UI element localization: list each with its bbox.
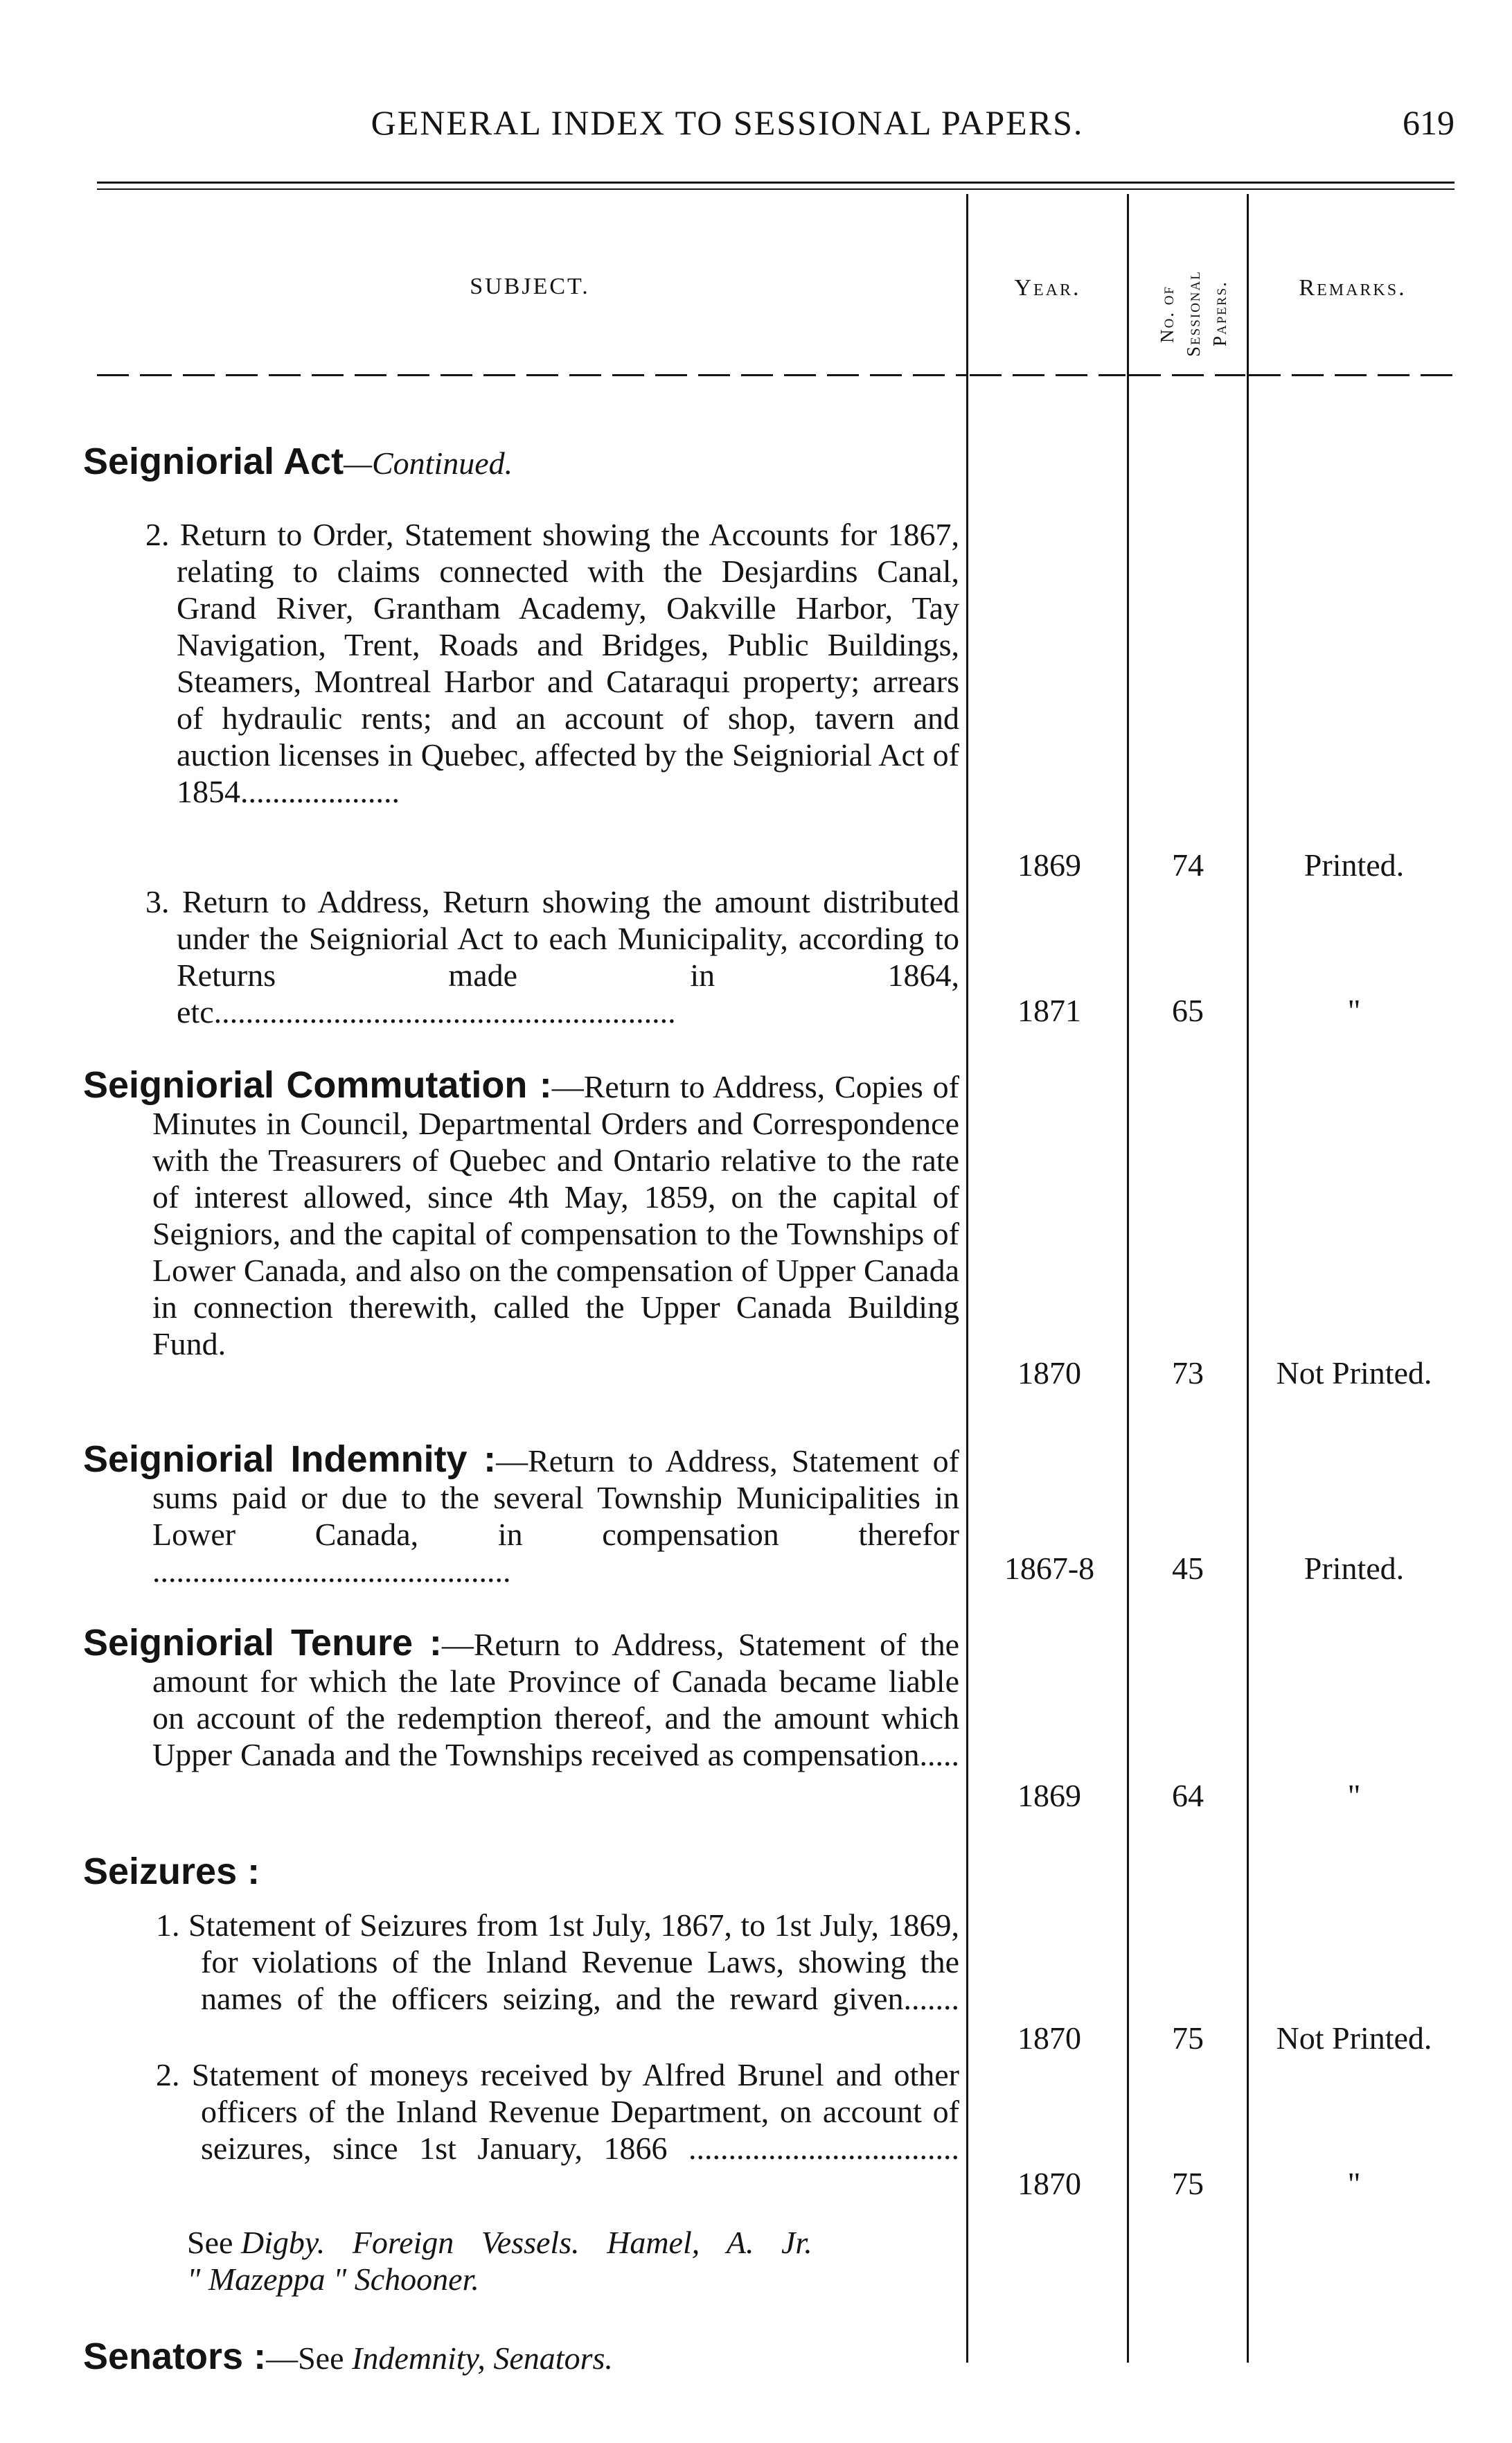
continued-label: —Continued.: [344, 446, 513, 481]
year-value: 1870: [1017, 2020, 1081, 2056]
header-rule-bottom: [97, 188, 1455, 190]
entry-heading-seigniorial-act: [83, 440, 513, 483]
header-dash-subject: [97, 374, 966, 376]
paper-number: 75: [1172, 2020, 1204, 2056]
entry-heading-seizures: Seizures :: [83, 1851, 260, 1892]
remarks-value: ": [1347, 993, 1361, 1028]
page-number: 619: [1403, 103, 1455, 142]
remarks-value: Printed.: [1304, 847, 1405, 883]
see-prefix: See: [187, 2225, 233, 2260]
year-value: 1867-8: [1004, 1551, 1095, 1586]
entry-text-seizures-1: 1. Statement of Seizures from 1st July, 1867, to 1st July, 1869, for violations of the Inland Revenue Laws, showing the names of the officers seizing, and the reward given.......: [156, 1907, 959, 2016]
see-reference: Indemnity, Senators.: [352, 2340, 613, 2376]
column-header-remarks: Remarks.: [1299, 275, 1407, 301]
entry-text-seigniorial-act-3: 3. Return to Address, Return showing the amount distributed under the Seigniorial Act to each Municipality, according to Returns made in 1864, etc..........................................................: [145, 884, 959, 1030]
entry-text: —Return to Address, Statement of sums paid or due to the several Township Municipalities in Lower Canada, in compensation therefor .............................................: [152, 1443, 959, 1589]
running-head: [97, 97, 1455, 145]
entry-heading-seigniorial-tenure: Seigniorial Tenure :: [83, 1622, 442, 1664]
entry-seigniorial-tenure: [83, 1622, 959, 1773]
entry-text: —Return to Address, Copies of Minutes in Council, Departmental Orders and Correspondence with the Treasurers of Quebec and Ontario relative to the rate of interest allowed, since 4th May, 1859, on the capital of Seigniors, and the capital of compensation to the Townships of Lower Canada, and also on the compensation of Upper Canada in connection therewith, called the Upper Canada Building Fund.: [152, 1069, 959, 1361]
year-value: 1871: [1017, 993, 1081, 1028]
column-divider-remarks: [1247, 194, 1249, 2363]
header-no-line1: No. of: [1157, 285, 1177, 343]
header-dash-year: [970, 374, 1126, 376]
remarks-value: ": [1347, 2166, 1361, 2201]
year-value: 1869: [1017, 1778, 1081, 1813]
column-header-number: [1143, 197, 1247, 357]
entry-text-seizures-2: 2. Statement of moneys received by Alfred Brunel and other officers of the Inland Revenue Department, on account of seizures, since 1st January, 1866 ..................................: [156, 2057, 959, 2166]
see-prefix: —See: [266, 2340, 344, 2376]
remarks-value: Not Printed.: [1276, 1355, 1432, 1391]
entry-seigniorial-commutation: [83, 1064, 959, 1362]
header-no-line3: Papers.: [1209, 281, 1230, 346]
entry-text: —Return to Address, Statement of the amount for which the late Province of Canada became liable on account of the redemption thereof, and the amount which Upper Canada and the Townships received as compensation.....: [152, 1627, 959, 1772]
column-header-year: Year.: [1014, 275, 1081, 301]
header-no-line2: Sessional: [1183, 270, 1204, 357]
paper-number: 75: [1172, 2166, 1204, 2201]
remarks-value: Not Printed.: [1276, 2020, 1432, 2056]
entry-heading-seigniorial-commutation: Seigniorial Commutation :: [83, 1064, 552, 1106]
remarks-value: ": [1347, 1778, 1361, 1813]
see-reference-line2: " Mazeppa " Schooner.: [187, 2261, 479, 2297]
year-value: 1870: [1017, 2166, 1081, 2201]
year-value: 1869: [1017, 847, 1081, 883]
see-also-seizures: [187, 2224, 812, 2261]
header-dash-remarks: [1249, 374, 1455, 376]
paper-number: 73: [1172, 1355, 1204, 1391]
entry-heading-senators: Senators :: [83, 2336, 267, 2377]
entry-senators: [83, 2335, 613, 2378]
paper-number: 64: [1172, 1778, 1204, 1813]
entry-seigniorial-indemnity: [83, 1438, 959, 1589]
header-rule-top: [97, 182, 1455, 184]
entry-heading-seigniorial-indemnity: Seigniorial Indemnity :: [83, 1438, 497, 1480]
paper-number: 65: [1172, 993, 1204, 1028]
heading-text: Seigniorial Act: [83, 441, 344, 482]
entry-text-seigniorial-act-2: 2. Return to Order, Statement showing the Accounts for 1867, relating to claims connected with the Desjardins Canal, Grand River, Grantham Academy, Oakville Harbor, Tay Navigation, Trent, Roads and Bridges, Public Buildings, Steamers, Montreal Harbor and Cataraqui property; arrears of hydraulic rents; and an account of shop, tavern and auction licenses in Quebec, affected by the Seigniorial Act of 1854....................: [145, 517, 959, 809]
year-value: 1870: [1017, 1355, 1081, 1391]
column-divider-year: [966, 194, 968, 2363]
paper-number: 45: [1172, 1551, 1204, 1586]
remarks-value: Printed.: [1304, 1551, 1405, 1586]
header-dash-no: [1129, 374, 1245, 376]
paper-number: 74: [1172, 847, 1204, 883]
page-title: GENERAL INDEX TO SESSIONAL PAPERS.: [371, 103, 1084, 142]
see-also-seizures-line2: [187, 2261, 479, 2298]
see-reference-line1: Digby. Foreign Vessels. Hamel, A. Jr.: [240, 2225, 812, 2260]
column-header-subject: SUBJECT.: [470, 274, 590, 299]
